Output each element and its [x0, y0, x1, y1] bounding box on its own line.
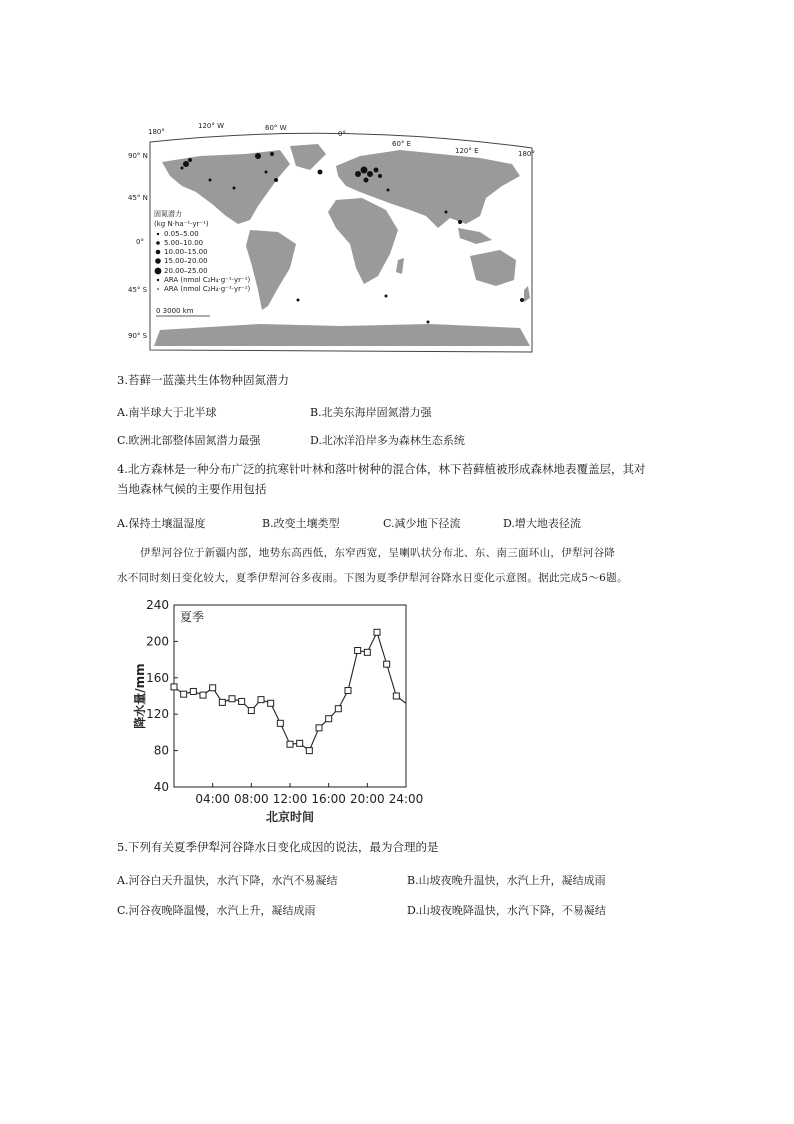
map-point	[355, 171, 361, 177]
data-point	[364, 649, 370, 655]
map-latitude-labels	[128, 152, 148, 340]
lat-label: 90° N	[128, 152, 148, 160]
data-point	[239, 698, 245, 704]
data-point	[306, 748, 312, 754]
map-point	[318, 170, 323, 175]
map-point	[364, 178, 369, 183]
data-point	[248, 708, 254, 714]
map-point	[445, 211, 448, 214]
map-point	[274, 178, 278, 182]
question-5-option-d[interactable]: D.山坡夜晚降温快，水汽下降，不易凝结	[407, 904, 606, 917]
question-5-stem: 5.下列有关夏季伊犁河谷降水日变化成因的说法，最为合理的是	[117, 840, 439, 854]
x-tick-label: 04:00	[195, 792, 230, 806]
y-tick-label: 120	[146, 707, 169, 722]
question-4-stem-line2: 当地森林气候的主要作用包括	[117, 482, 267, 496]
data-point	[335, 706, 341, 712]
lat-label: 90° S	[128, 332, 148, 340]
map-point	[458, 220, 462, 224]
legend-item: ARA (nmol C₂H₄·g⁻¹·yr⁻¹)	[164, 285, 251, 293]
legend-unit: (kg N·ha⁻¹·yr⁻¹)	[154, 220, 209, 228]
scale-label: 0 3000 km	[156, 307, 194, 315]
data-point	[355, 648, 361, 654]
lon-label: 180°	[518, 150, 535, 158]
map-point	[233, 187, 236, 190]
map-point	[387, 189, 390, 192]
data-point	[258, 697, 264, 703]
question-5-option-b[interactable]: B.山坡夜晚升温快，水汽上升，凝结成雨	[407, 874, 606, 887]
x-tick-label: 16:00	[311, 792, 346, 806]
data-point	[393, 693, 399, 699]
map-point	[270, 152, 274, 156]
question-4-stem-line1: 4.北方森林是一种分布广泛的抗寒针叶林和落叶树种的混合体，林下苔藓植被形成森林地表覆盖层，其对	[117, 462, 646, 476]
map-point	[374, 168, 379, 173]
lon-label: 60° E	[392, 140, 412, 148]
data-point	[210, 685, 216, 691]
question-4-option-c[interactable]: C.减少地下径流	[383, 517, 461, 530]
lon-label: 120° W	[198, 122, 225, 130]
lon-label: 60° W	[265, 124, 287, 132]
legend-item: 0.05–5.00	[164, 230, 199, 238]
lat-label: 45° N	[128, 194, 148, 202]
lon-label: 180°	[148, 128, 165, 136]
map-point	[265, 171, 268, 174]
question-3-option-d[interactable]: D.北冰洋沿岸多为森林生态系统	[310, 434, 465, 447]
question-4-option-b[interactable]: B.改变土壤类型	[262, 517, 340, 530]
legend-title: 固氮潜力	[154, 210, 182, 218]
legend-item: 20.00–25.00	[164, 267, 208, 275]
data-point	[316, 725, 322, 731]
world-map-figure	[128, 120, 540, 355]
data-point	[345, 688, 351, 694]
map-point	[297, 299, 300, 302]
map-point	[378, 174, 382, 178]
chart-title: 夏季	[180, 610, 205, 624]
data-point	[171, 684, 177, 690]
precipitation-chart	[128, 597, 438, 822]
legend-item: ARA (nmol C₂H₄·g⁻¹·yr⁻¹)	[164, 276, 251, 284]
x-tick-label: 12:00	[272, 792, 308, 806]
x-axis-label: 北京时间	[265, 810, 315, 824]
map-point	[367, 171, 373, 177]
passage-line1: 伊犁河谷位于新疆内部，地势东高西低，东窄西宽，呈喇叭状分布北、东、南三面环山，伊犁河谷降	[140, 547, 616, 559]
question-3-stem: 3.苔藓一蓝藻共生体物种固氮潜力	[117, 373, 289, 387]
map-point	[209, 179, 212, 182]
data-point	[200, 692, 206, 698]
question-5-option-c[interactable]: C.河谷夜晚降温慢，水汽上升，凝结成雨	[117, 904, 316, 917]
y-tick-label: 160	[146, 670, 169, 685]
y-tick-label: 80	[153, 743, 169, 758]
data-point	[219, 699, 225, 705]
legend-item: 15.00–20.00	[164, 257, 208, 265]
map-point	[385, 295, 388, 298]
lat-label: 0°	[136, 238, 144, 246]
x-tick-label: 24:00	[388, 792, 424, 806]
legend-item: 10.00–15.00	[164, 248, 208, 256]
map-point	[427, 321, 430, 324]
data-point	[287, 741, 293, 747]
data-point	[277, 720, 283, 726]
y-axis-label: 降水量/mm	[133, 663, 147, 729]
question-4-option-d[interactable]: D.增大地表径流	[503, 517, 581, 530]
question-4-option-a[interactable]: A.保持土壤温湿度	[117, 517, 206, 530]
x-tick-label: 08:00	[234, 792, 269, 806]
lon-label: 0°	[338, 130, 346, 138]
map-point	[188, 158, 192, 162]
y-tick-label: 240	[146, 598, 169, 612]
lat-label: 45° S	[128, 286, 148, 294]
data-point	[326, 716, 332, 722]
y-tick-label: 200	[146, 634, 169, 649]
map-point	[520, 298, 524, 302]
legend-item: 5.00–10.00	[164, 239, 204, 247]
question-5-option-a[interactable]: A.河谷白天升温快，水汽下降，水汽不易凝结	[117, 874, 338, 887]
passage-line2: 水不同时刻日变化较大，夏季伊犁河谷多夜雨。下图为夏季伊犁河谷降水日变化示意图。据此完成5～6题。	[117, 572, 628, 584]
map-point	[181, 167, 184, 170]
series-line	[174, 632, 406, 750]
data-point	[297, 740, 303, 746]
question-3-option-a[interactable]: A.南半球大于北半球	[117, 406, 217, 419]
data-point	[229, 696, 235, 702]
plot-frame	[174, 605, 406, 787]
map-point	[255, 153, 261, 159]
x-tick-label: 20:00	[350, 792, 385, 806]
map-point	[183, 161, 189, 167]
question-3-option-b[interactable]: B.北美东海岸固氮潜力强	[310, 406, 432, 419]
y-tick-label: 40	[153, 780, 169, 794]
data-point	[268, 700, 274, 706]
map-point	[361, 167, 368, 174]
question-3-option-c[interactable]: C.欧洲北部整体固氮潜力最强	[117, 434, 261, 447]
data-point	[374, 629, 380, 635]
data-point	[190, 688, 196, 694]
lon-label: 120° E	[455, 147, 479, 155]
data-point	[181, 691, 187, 697]
data-point	[384, 661, 390, 667]
